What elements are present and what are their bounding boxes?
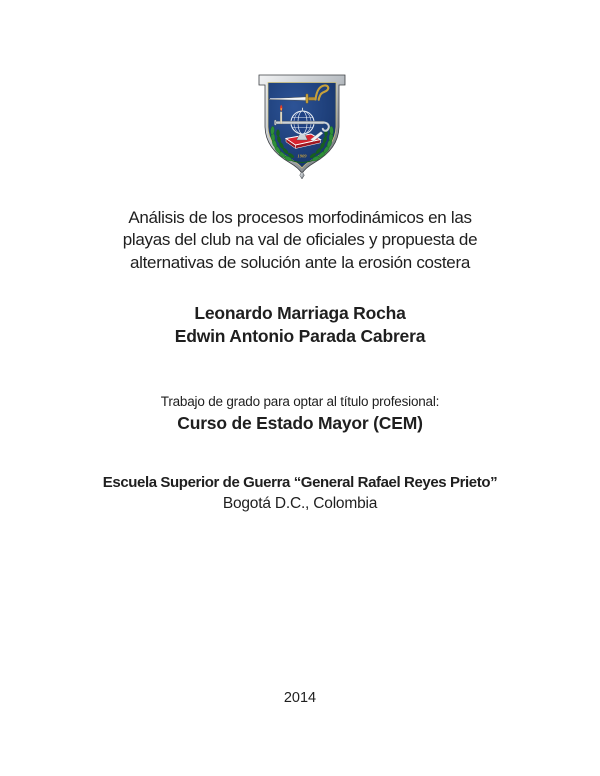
title-line: alternativas de solución ante la erosión costera bbox=[130, 252, 470, 272]
document-title bbox=[0, 207, 600, 274]
title-line: playas del club na val de oficiales y propuesta de bbox=[122, 230, 478, 250]
institution-location: Bogotá D.C., Colombia bbox=[222, 495, 378, 512]
author-name: Edwin Antonio Parada Cabrera bbox=[174, 326, 426, 347]
authors bbox=[0, 302, 600, 349]
institution-crest bbox=[255, 71, 349, 179]
degree-program: Curso de Estado Mayor (CEM) bbox=[177, 413, 423, 433]
crest-year-mark: 1909 bbox=[297, 153, 307, 159]
publication-year: 2014 bbox=[283, 690, 317, 706]
degree-intro: Trabajo de grado para optar al título profesional: bbox=[160, 394, 440, 409]
crest-shield-icon bbox=[255, 71, 349, 179]
author-name: Leonardo Marriaga Rocha bbox=[194, 303, 406, 323]
torch-icon bbox=[280, 105, 282, 124]
institution-name: Escuela Superior de Guerra “General Rafael Reyes Prieto” bbox=[102, 474, 498, 491]
title-line: Análisis de los procesos morfodinámicos en las bbox=[128, 208, 472, 227]
